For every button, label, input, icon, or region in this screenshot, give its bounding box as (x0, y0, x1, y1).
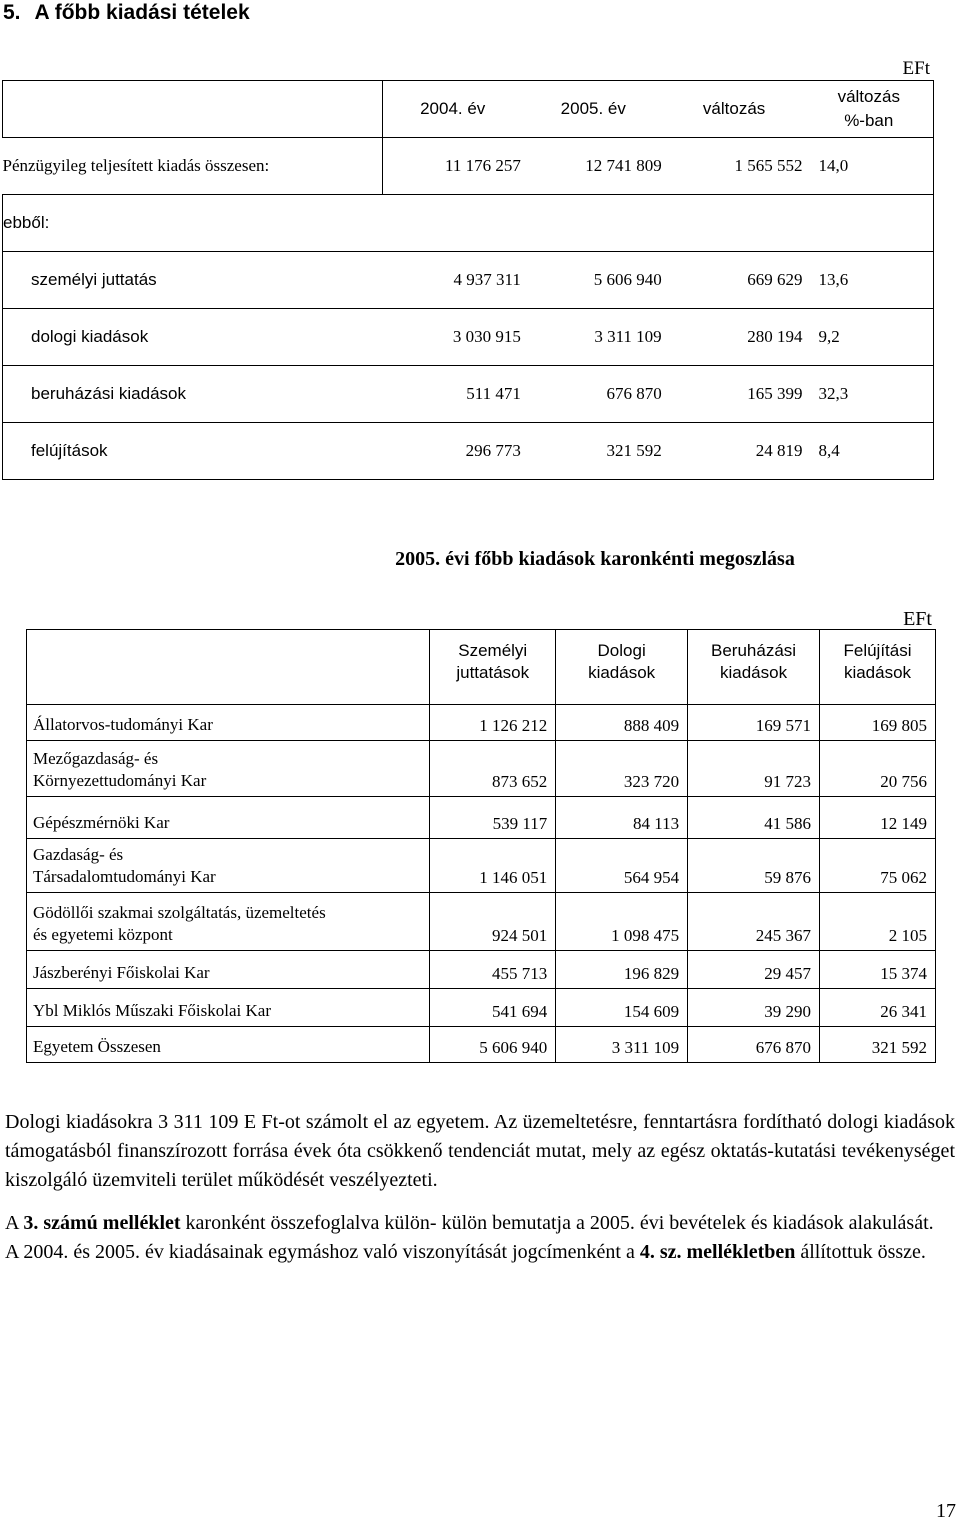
table-row (27, 741, 936, 797)
faculty-expenditure-table (26, 629, 936, 1063)
table2-title (0, 548, 960, 571)
cell-material: 323 720 (556, 741, 688, 797)
faculty-name: Gazdaság- és Társadalomtudományi Kar (27, 839, 430, 893)
cell-investment: 29 457 (688, 951, 820, 989)
cell-material: 154 609 (556, 989, 688, 1027)
table-row (3, 195, 934, 252)
faculty-name: Állatorvos-tudományi Kar (27, 705, 430, 741)
table-row (27, 893, 936, 951)
paragraph-2: A 3. számú melléklet karonként összefoglalva külön- külön bemutatja a 2005. évi bevételek és kiadások alakulását. (5, 1212, 934, 1234)
cell-2004: 11 176 257 (382, 138, 523, 195)
cell-renovation: 15 374 (820, 951, 936, 989)
body-text (5, 1108, 955, 1267)
cell-change: 280 194 (664, 309, 805, 366)
faculty-name: Gépészmérnöki Kar (27, 797, 430, 839)
cell-personal: 873 652 (430, 741, 556, 797)
cell-material: 888 409 (556, 705, 688, 741)
unit-label-2: EFt (903, 608, 932, 630)
header-empty (27, 630, 430, 695)
faculty-name: Egyetem Összesen (27, 1027, 430, 1063)
row-label: beruházási kiadások (3, 366, 383, 423)
cell-personal: 541 694 (430, 989, 556, 1027)
faculty-name: Mezőgazdaság- és Környezettudományi Kar (27, 741, 430, 797)
cell-2005: 12 741 809 (523, 138, 664, 195)
cell-investment: 39 290 (688, 989, 820, 1027)
cell-personal: 924 501 (430, 893, 556, 951)
row-label: dologi kiadások (3, 309, 383, 366)
cell-change: 24 819 (664, 423, 805, 480)
header-investment: Beruházási kiadások (688, 630, 820, 695)
table-gap-row (27, 694, 936, 705)
table-header-row (3, 81, 934, 138)
row-label: ebből: (3, 195, 383, 252)
table-row (3, 366, 934, 423)
section-title: A főbb kiadási tételek (34, 1, 250, 24)
cell-investment: 59 876 (688, 839, 820, 893)
cell-2004: 296 773 (382, 423, 523, 480)
cell-material: 1 098 475 (556, 893, 688, 951)
faculty-name: Gödöllői szakmai szolgáltatás, üzemeltetés és egyetemi központ (27, 893, 430, 951)
table-row (27, 705, 936, 741)
cell-change: 165 399 (664, 366, 805, 423)
cell-2005: 3 311 109 (523, 309, 664, 366)
cell-personal: 455 713 (430, 951, 556, 989)
cell-pct: 9,2 (805, 309, 934, 366)
cell-2005: 676 870 (523, 366, 664, 423)
cell-renovation: 20 756 (820, 741, 936, 797)
unit-label-1: EFt (902, 58, 930, 79)
faculty-name: Ybl Miklós Műszaki Főiskolai Kar (27, 989, 430, 1027)
cell-2004: 4 937 311 (382, 252, 523, 309)
cell-renovation: 12 149 (820, 797, 936, 839)
cell-material: 84 113 (556, 797, 688, 839)
cell-investment: 676 870 (688, 1027, 820, 1063)
expenditure-summary-table (2, 80, 934, 480)
cell-renovation: 26 341 (820, 989, 936, 1027)
row-label: Pénzügyileg teljesített kiadás összesen: (3, 138, 383, 195)
cell-investment: 245 367 (688, 893, 820, 951)
paragraph-1: Dologi kiadásokra 3 311 109 E Ft-ot számolt el az egyetem. Az üzemeltetésre, fenntartásra fordítható dologi kiadások támogatásból finanszírozott forrása évek óta csökkenő tendenciát mutat, mely az egész oktatás-kutatási tevékenységet kiszolgáló üzemviteli terület működését veszélyezteti. (5, 1111, 955, 1191)
page-number: 17 (936, 1500, 956, 1522)
table2-title-text: 2005. évi főbb kiadások karonkénti megoszlása (395, 548, 795, 570)
cell-pct: 13,6 (805, 252, 934, 309)
cell-investment: 169 571 (688, 705, 820, 741)
faculty-name: Jászberényi Főiskolai Kar (27, 951, 430, 989)
table-row (27, 989, 936, 1027)
header-personal: Személyi juttatások (430, 630, 556, 695)
cell-material: 564 954 (556, 839, 688, 893)
header-2005: 2005. év (523, 81, 664, 138)
cell-material: 196 829 (556, 951, 688, 989)
cell-personal: 1 146 051 (430, 839, 556, 893)
cell-personal: 5 606 940 (430, 1027, 556, 1063)
header-change-pct: változás %-ban (805, 81, 934, 138)
cell-personal: 539 117 (430, 797, 556, 839)
header-material: Dologi kiadások (556, 630, 688, 695)
cell-material: 3 311 109 (556, 1027, 688, 1063)
table-row (27, 839, 936, 893)
table-row (3, 309, 934, 366)
cell-2005: 5 606 940 (523, 252, 664, 309)
cell-pct: 8,4 (805, 423, 934, 480)
header-2004: 2004. év (382, 81, 523, 138)
cell-renovation: 169 805 (820, 705, 936, 741)
table-row (27, 797, 936, 839)
header-renovation: Felújítási kiadások (820, 630, 936, 695)
cell-investment: 41 586 (688, 797, 820, 839)
table-row (27, 951, 936, 989)
cell-change: 1 565 552 (664, 138, 805, 195)
paragraph-3: A 2004. és 2005. év kiadásainak egymáshoz való viszonyítását jogcímenként a 4. sz. mellékletben állítottuk össze. (5, 1241, 926, 1263)
cell-renovation: 75 062 (820, 839, 936, 893)
cell-pct: 14,0 (805, 138, 934, 195)
section-number: 5. (3, 1, 21, 24)
header-change: változás (664, 81, 805, 138)
cell-2004: 511 471 (382, 366, 523, 423)
table-row (3, 252, 934, 309)
table-header-row (27, 630, 936, 695)
table-row (27, 1027, 936, 1063)
cell-investment: 91 723 (688, 741, 820, 797)
cell-change: 669 629 (664, 252, 805, 309)
table-row (3, 138, 934, 195)
cell-renovation: 2 105 (820, 893, 936, 951)
cell-pct: 32,3 (805, 366, 934, 423)
cell-personal: 1 126 212 (430, 705, 556, 741)
cell-2004: 3 030 915 (382, 309, 523, 366)
cell-renovation: 321 592 (820, 1027, 936, 1063)
section-heading (3, 0, 250, 26)
cell-2005: 321 592 (523, 423, 664, 480)
row-label: személyi juttatás (3, 252, 383, 309)
row-label: felújítások (3, 423, 383, 480)
table-row (3, 423, 934, 480)
